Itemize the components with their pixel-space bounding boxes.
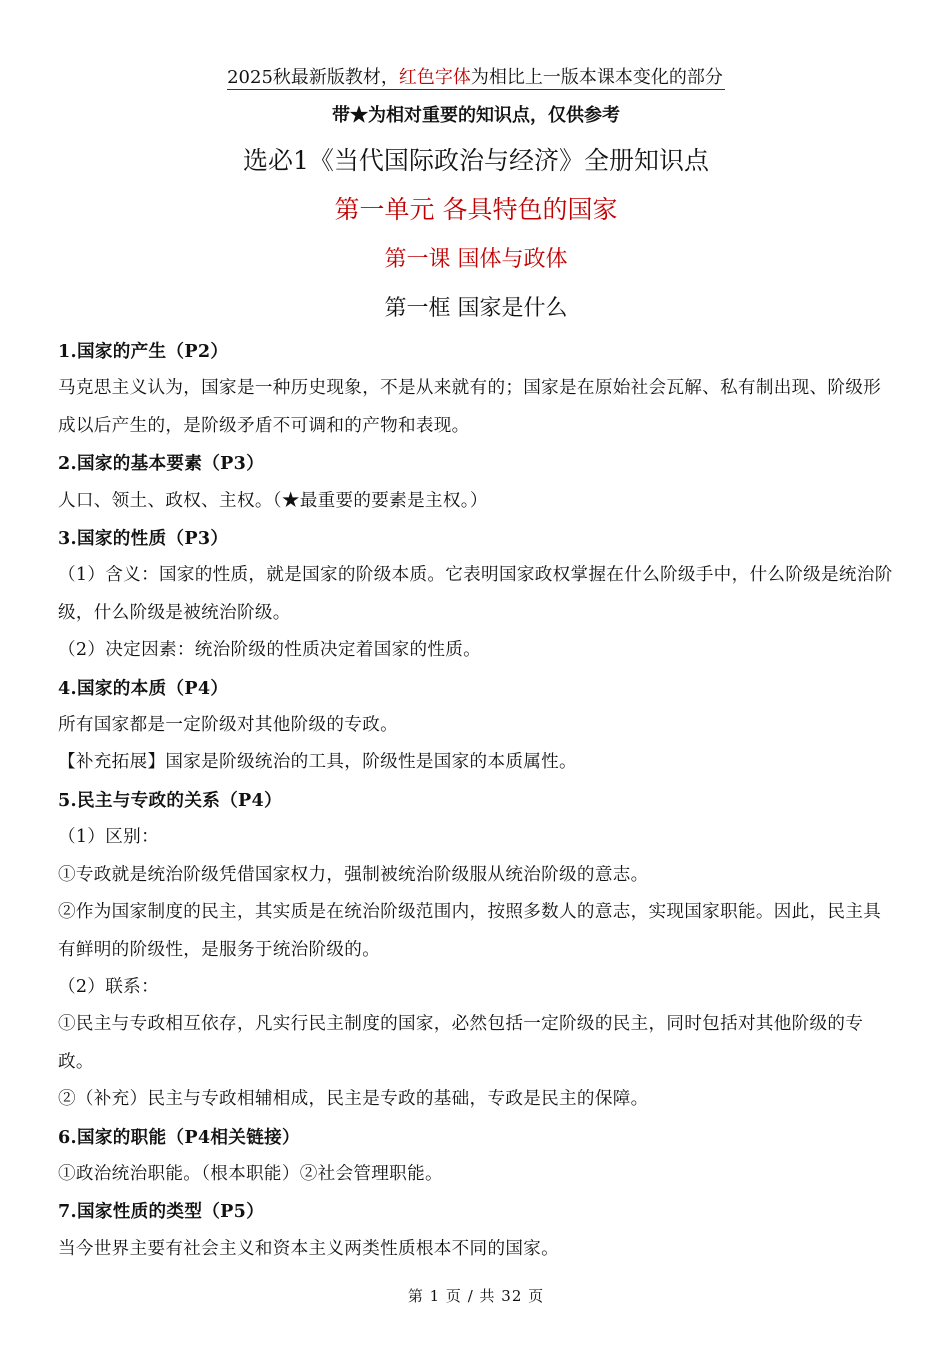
section-heading: 5.民主与专政的关系（P4）	[58, 789, 282, 811]
page-number: 第 1 页 / 共 32 页	[407, 1287, 545, 1305]
section-heading: 4.国家的本质（P4）	[58, 677, 229, 699]
unit-heading: 第一单元 各具特色的国家	[334, 195, 618, 224]
section-heading: 3.国家的性质（P3）	[58, 528, 229, 550]
paragraph: 当今世界主要有社会主义和资本主义两类性质根本不同的国家。	[58, 1238, 560, 1259]
section-heading: 7.国家性质的类型（P5）	[58, 1201, 265, 1223]
lesson-heading: 第一课 国体与政体	[384, 247, 568, 272]
paragraph: （2）联系：	[58, 976, 159, 997]
paragraph: 【补充拓展】国家是阶级统治的工具，阶级性是国家的本质属性。	[58, 752, 577, 773]
paragraph: ①政治统治职能。（根本职能）②社会管理职能。	[58, 1163, 443, 1184]
section-heading: 6.国家的职能（P4相关链接）	[58, 1126, 300, 1148]
star-note: 带★为相对重要的知识点，仅供参考	[332, 105, 620, 126]
paragraph: 人口、领土、政权、主权。（★最重要的要素是主权。）	[58, 490, 488, 511]
frame-heading: 第一框 国家是什么	[384, 296, 568, 321]
notice-suffix: 为相比上一版本课本变化的部分	[470, 67, 723, 88]
paragraph: 所有国家都是一定阶级对其他阶级的专政。	[58, 715, 398, 736]
document-body	[58, 333, 898, 1268]
document-title: 选必1《当代国际政治与经济》全册知识点	[243, 146, 709, 175]
paragraph: （2）决定因素：统治阶级的性质决定着国家的性质。	[58, 640, 482, 661]
paragraph: （1）区别：	[58, 827, 159, 848]
paragraph: ①民主与专政相互依存，凡实行民主制度的国家，必然包括一定阶级的民主，同时包括对其他阶级的专政。	[58, 1014, 864, 1072]
paragraph: ②作为国家制度的民主，其实质是在统治阶级范围内，按照多数人的意志，实现国家职能。因此，民主具有鲜明的阶级性，是服务于统治阶级的。	[58, 902, 882, 960]
paragraph: ②（补充）民主与专政相辅相成，民主是专政的基础，专政是民主的保障。	[58, 1089, 649, 1110]
section-heading: 1.国家的产生（P2）	[58, 341, 229, 362]
version-notice	[0, 63, 952, 89]
section-heading: 2.国家的基本要素（P3）	[58, 453, 265, 475]
paragraph: ①专政就是统治阶级凭借国家权力，强制被统治阶级服从统治阶级的意志。	[58, 864, 649, 885]
version-notice-underlined	[227, 67, 725, 90]
paragraph: 马克思主义认为，国家是一种历史现象，不是从来就有的；国家是在原始社会瓦解、私有制出现、阶级形成以后产生的，是阶级矛盾不可调和的产物和表现。	[58, 378, 882, 436]
notice-prefix: 2025秋最新版教材，	[227, 67, 399, 88]
notice-red-text: 红色字体	[398, 67, 471, 88]
paragraph: （1）含义：国家的性质，就是国家的阶级本质。它表明国家政权掌握在什么阶级手中，什么阶级是统治阶级，什么阶级是被统治阶级。	[58, 565, 893, 623]
